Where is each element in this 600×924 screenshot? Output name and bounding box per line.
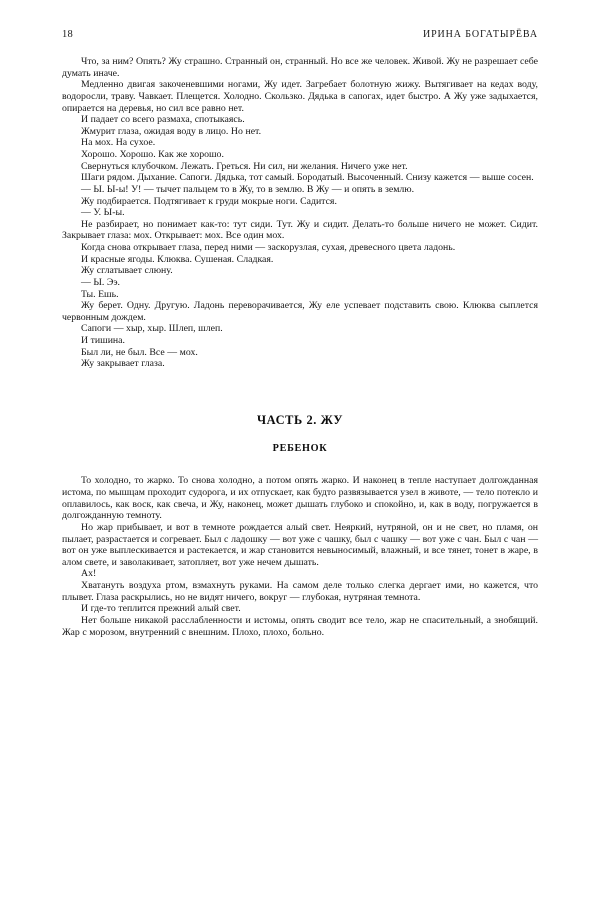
part-heading: ЧАСТЬ 2. ЖУ [256, 412, 344, 427]
paragraph: — Ы. Ы-ы! У! — тычет пальцем то в Жу, то в землю. В Жу — и опять в землю. [81, 183, 415, 195]
paragraph: Когда снова открывает глаза, перед ними — заскорузлая, сухая, древесного цвета ладонь. [81, 242, 456, 253]
paragraph: Сапоги — хыр, хыр. Шлеп, шлеп. [81, 323, 223, 335]
paragraph: Не разбирает, но понимает как-то: тут сиди. Тут. Жу и сидит. Делать-то больше ничего не может. Сидит. Закрывает глаза: мох. Открывает: мох. Все один мох. [62, 218, 538, 242]
running-head [62, 30, 538, 44]
paragraph: — Ы. Ээ. [81, 276, 121, 288]
paragraph: Был ли, не был. Все — мох. [81, 346, 198, 358]
chapter-heading: РЕБЕНОК [272, 443, 328, 455]
paragraph: Хорошо. Хорошо. Как же хорошо. [81, 149, 224, 160]
paragraph: То холодно, то жарко. То снова холодно, а потом опять жарко. И наконец в тепле наступает долгожданная истома, по мышцам проходит судорога, и их отпускает, как будто развязывается узел в животе, — тело потекло и оплавилось, как воск, как свеча, и Жу, наконец, может дышать глубоко и спокойно, и, как в воду, погружается в долгожданную темноту. [62, 475, 538, 522]
text-block [62, 56, 538, 638]
paragraph: Ах! [81, 568, 97, 580]
paragraph: Медленно двигая закоченевшими ногами, Жу идет. Загребает болотную жижу. Вытягивает на кедах воду, водоросли, траву. Чавкает. Плещется. Холодно. Скользко. Дядька в сапогах, идет быстро. А Жу уже задыхается, опирается на деревья, но сил все равно нет. [62, 79, 538, 114]
paragraph: И красные ягоды. Клюква. Сушеная. Сладкая. [81, 253, 274, 265]
paragraph: И где-то теплится прежний алый свет. [81, 603, 241, 615]
paragraph: На мох. На сухое. [81, 137, 156, 149]
paragraph: Жмурит глаза, ожидая воду в лицо. Но нет. [81, 125, 262, 137]
section-after-part [62, 475, 538, 638]
paragraph: И падает со всего размаха, спотыкаясь. [81, 114, 245, 126]
spacer-after-part-heading [62, 426, 538, 444]
spacer-before-part-heading [62, 370, 538, 414]
section-before-part [62, 56, 538, 370]
paragraph: Жу сглатывает слюну. [81, 265, 173, 277]
paragraph: Жу подбирается. Подтягивает к груди мокрые ноги. Садится. [81, 195, 337, 207]
paragraph: Шаги рядом. Дыхание. Сапоги. Дядька, тот самый. Бородатый. Высоченный. Снизу кажется — выше сосен. [81, 172, 534, 184]
paragraph: Жу берет. Одну. Другую. Ладонь переворачивается, Жу еле успевает подставить свою. Клюква сыплется червонным дождем. [62, 300, 538, 323]
paragraph: И тишина. [81, 335, 125, 346]
paragraph: Нет больше никакой расслабленности и истомы, опять сводит все тело, жар не спасительный, а знобящий. Жар с морозом, внутренний с внешним. Плохо, плохо, больно. [62, 614, 538, 638]
paragraph: Хватануть воздуха ртом, взмахнуть руками. На самом деле только слегка дергает ими, но кажется, что плывет. Глаза раскрылись, но не видят ничего, вокруг — глубокая, нутряная темнота. [62, 580, 538, 603]
paragraph: Жу закрывает глаза. [81, 358, 165, 370]
running-head-author: ИРИНА БОГАТЫРЁВА [422, 29, 538, 40]
paragraph: Свернуться клубочком. Лежать. Греться. Ни сил, ни желания. Ничего уже нет. [81, 160, 408, 172]
spacer-after-chapter-heading [62, 454, 538, 475]
page-number: 18 [62, 29, 73, 40]
paragraph: Ты. Ешь. [81, 288, 119, 300]
paragraph: Но жар прибывает, и вот в темноте рождается алый свет. Неяркий, нутряной, он и не свет, но пламя, он пылает, разрастается и согревает. Был с ладошку — вот уже с чашку, был с чашку — вот уже с чан. Был с чан — вот он уже выплескивается и растекается, и жар становится невыносимый, влажный, и все тянет, тонет в жаре, в алом свете, и заволакивает, затопляет, вот уже нечем дышать. [62, 521, 538, 568]
paragraph: Что, за ним? Опять? Жу страшно. Странный он, странный. Но все же человек. Живой. Жу не разрешает себе думать иначе. [62, 56, 538, 79]
paragraph: — У. Ы-ы. [81, 207, 125, 219]
